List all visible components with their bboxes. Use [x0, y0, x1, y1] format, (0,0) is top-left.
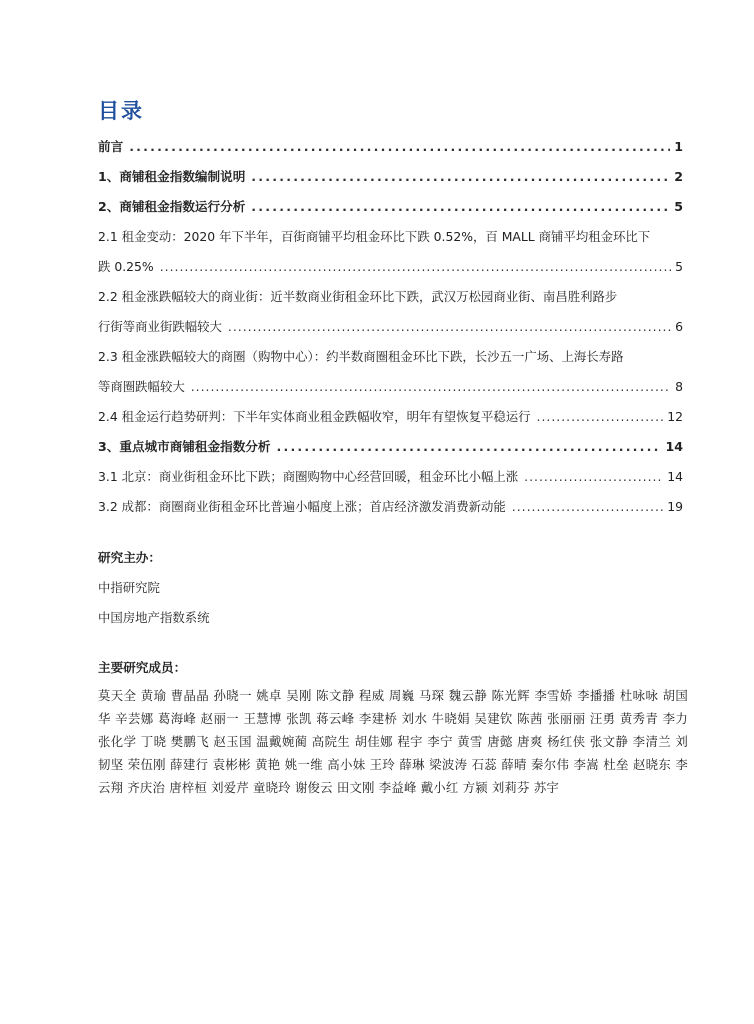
toc-leader-dots — [251, 162, 670, 192]
members-list: 莫天全 黄瑜 曹晶晶 孙晓一 姚卓 吴刚 陈文静 程威 周巍 马琛 魏云静 陈光辉 李雪娇 李播播 杜咏咏 胡国华 辛芸娜 葛海峰 赵丽一 王慧博 张凯 蒋云峰 李建桥 刘水 牛晓娟 吴建钦 陈茜 张丽丽 汪勇 黄秀青 李力 张化学 丁晓 樊鹏飞 赵玉国 温戴婉蔺 高院生 胡佳娜 程宇 李宁 黄雪 唐懿 唐爽 杨红侠 张文静 李清兰 刘韧坚 荣伍刚 薛建行 袁彬彬 黄艳 姚一维 高小妹 王玲 薛琳 梁波涛 石蕊 薛晴 秦尔伟 李嵩 杜垒 赵晓东 李云翔 齐庆治 唐梓桓 刘爱芹 童晓玲 谢俊云 田文刚 李益峰 戴小红 方颍 刘莉芬 苏宇 — [98, 688, 688, 795]
toc-page-number: 2 — [674, 169, 683, 184]
toc-entry[interactable] — [98, 342, 683, 402]
page-title: 目录 — [98, 99, 144, 123]
toc-entry-text: 2.4 租金运行趋势研判：下半年实体商业租金跌幅收窄，明年有望恢复平稳运行 — [98, 409, 531, 424]
toc-page-number: 14 — [665, 439, 683, 454]
toc-page-number: 5 — [674, 199, 683, 214]
toc-entry-text: 行街等商业街跌幅较大 — [98, 319, 222, 334]
toc-entry[interactable] — [98, 402, 683, 432]
toc-leader-dots — [191, 372, 671, 402]
toc-leader-dots — [512, 492, 663, 522]
toc-page-number: 14 — [667, 469, 683, 484]
toc-entry-text-line1: 2.3 租金涨跌幅较大的商圈（购物中心）：约半数商圈租金环比下跌，长沙五一广场、上海长寿路 — [98, 349, 624, 364]
toc-entry-text-line1: 2.1 租金变动：2020 年下半年，百街商铺平均租金环比下跌 0.52%，百 MALL 商铺平均租金环比下 — [98, 229, 651, 244]
toc-entry[interactable] — [98, 132, 683, 162]
toc-leader-dots — [160, 252, 671, 282]
toc-leader-dots — [537, 402, 664, 432]
toc-leader-dots — [524, 462, 663, 492]
toc-page-number: 19 — [667, 499, 683, 514]
toc-page-number: 8 — [675, 379, 683, 394]
sponsor-org: 中指研究院 — [98, 580, 160, 595]
toc-entry-text: 跌 0.25% — [98, 259, 154, 274]
toc-entry[interactable] — [98, 222, 683, 282]
members-heading-block — [98, 655, 186, 681]
toc-entry-text: 1、商铺租金指数编制说明 — [98, 169, 246, 184]
members-heading: 主要研究成员： — [98, 660, 187, 675]
toc-entry[interactable] — [98, 282, 683, 342]
toc-entry[interactable] — [98, 492, 683, 522]
sponsor-org: 中国房地产指数系统 — [98, 610, 210, 625]
toc-page-number: 5 — [675, 259, 683, 274]
toc-entry-text-line1: 2.2 租金涨跌幅较大的商业街：近半数商业街租金环比下跌，武汉万松园商业街、南昌胜利路步 — [98, 289, 618, 304]
toc-entry[interactable] — [98, 192, 683, 222]
toc-entry-text: 3、重点城市商铺租金指数分析 — [98, 439, 271, 454]
sponsor-heading: 研究主办： — [98, 550, 161, 565]
toc-entry-text: 等商圈跌幅较大 — [98, 379, 185, 394]
toc-entry[interactable] — [98, 432, 683, 462]
sponsor-section — [98, 543, 210, 633]
toc-entry-text: 3.1 北京：商业街租金环比下跌；商圈购物中心经营回暖，租金环比小幅上涨 — [98, 469, 519, 484]
toc-entry-text: 2、商铺租金指数运行分析 — [98, 199, 246, 214]
toc-entry[interactable] — [98, 462, 683, 492]
table-of-contents — [98, 132, 683, 522]
toc-page-number: 12 — [667, 409, 683, 424]
toc-leader-dots — [228, 312, 671, 342]
toc-leader-dots — [129, 132, 670, 162]
toc-entry-text: 3.2 成都：商圈商业街租金环比普遍小幅度上涨；首店经济激发消费新动能 — [98, 499, 506, 514]
toc-leader-dots — [276, 432, 661, 462]
toc-entry-text: 前言 — [98, 139, 124, 154]
toc-page-number: 1 — [674, 139, 683, 154]
toc-leader-dots — [251, 192, 670, 222]
toc-entry[interactable] — [98, 162, 683, 192]
toc-page-number: 6 — [675, 319, 683, 334]
